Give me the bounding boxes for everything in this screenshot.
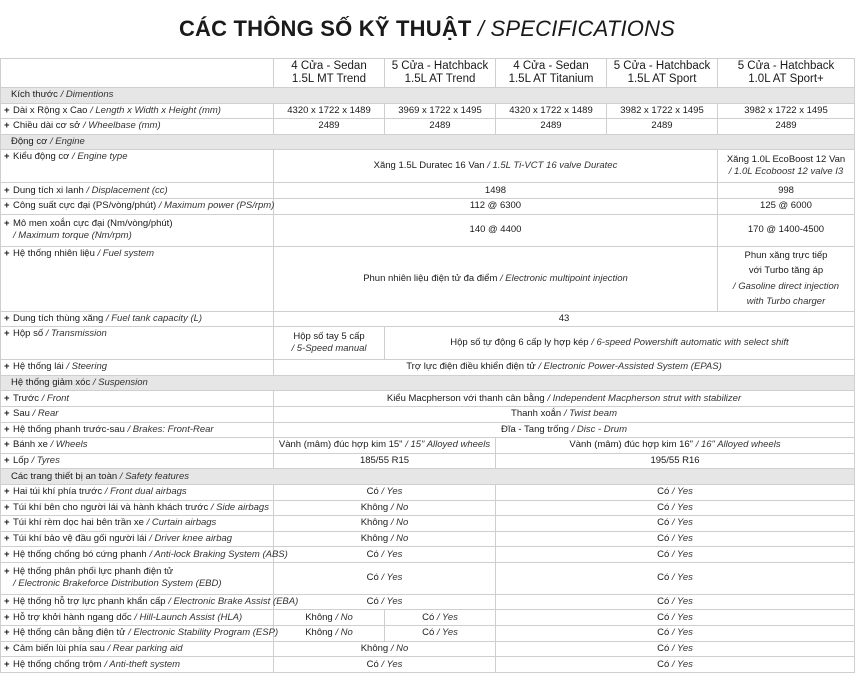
- page-title: CÁC THÔNG SỐ KỸ THUẬT / SPECIFICATIONS: [178, 16, 676, 41]
- row-hla: + Hỗ trợ khởi hành ngang dốc / Hill-Launch Assist (HLA) Không / No Có / Yes Có / Yes: [1, 610, 855, 626]
- row-wheelbase: + Chiều dài cơ sở / Wheelbase (mm) 2489 2489 2489 2489 2489: [1, 119, 855, 135]
- column-header: 4 Cửa - Sedan 1.5L AT Titanium: [496, 59, 607, 88]
- spec-table: [0, 58, 855, 673]
- row-fuel-system: + Hệ thống nhiên liệu / Fuel system Phun nhiên liệu điện tử đa điểm / Electronic multipoint injection Phun xăng trực tiếp với Turbo tăng áp / Gasoline direct injection with Turbo charger: [1, 246, 855, 311]
- row-power: + Công suất cực đại (PS/vòng/phút) / Maximum power (PS/rpm) 112 @ 6300 125 @ 6000: [1, 198, 855, 214]
- row-size: + Dài x Rộng x Cao / Length x Width x Height (mm) 4320 x 1722 x 1489 3969 x 1722 x 1495 4320 x 1722 x 1489 3982 x 1722 x 1495 3982 x 1722 x 1495: [1, 103, 855, 119]
- row-esp: + Hệ thống cân bằng điện tử / Electronic Stability Program (ESP) Không / No Có / Yes Có / Yes: [1, 626, 855, 642]
- section-dimensions: Kích thước / Dimentions: [1, 88, 855, 104]
- row-wheels: + Bánh xe / Wheels Vành (mâm) đúc hợp kim 15" / 15" Alloyed wheels Vành (mâm) đúc hợp kim 16" / 16" Alloyed wheels: [1, 438, 855, 454]
- row-anti-theft: + Hệ thống chống trộm / Anti-theft system Có / Yes Có / Yes: [1, 657, 855, 673]
- row-transmission: + Hộp số / Transmission Hộp số tay 5 cấp / 5-Speed manual Hộp số tự động 6 cấp ly hợp kép / 6-speed Powershift automatic with select shift: [1, 327, 855, 360]
- row-engine-type: + Kiểu động cơ / Engine type Xăng 1.5L Duratec 16 Van / 1.5L Ti-VCT 16 valve Duratec Xăng 1.0L EcoBoost 12 Van / 1.0L Ecoboost 12 valve I3: [1, 150, 855, 183]
- section-engine: Động cơ / Engine: [1, 134, 855, 150]
- row-parking-aid: + Cảm biến lùi phía sau / Rear parking aid Không / No Có / Yes: [1, 641, 855, 657]
- header-blank: [1, 59, 274, 88]
- row-front-airbags: + Hai túi khí phía trước / Front dual airbags Có / Yes Có / Yes: [1, 484, 855, 500]
- row-side-airbags: + Túi khí bên cho người lái và hành khách trước / Side airbags Không / No Có / Yes: [1, 500, 855, 516]
- row-knee-airbag: + Túi khí bảo vệ đầu gối người lái / Driver knee airbag Không / No Có / Yes: [1, 531, 855, 547]
- row-fuel-tank: + Dung tích thùng xăng / Fuel tank capacity (L) 43: [1, 311, 855, 327]
- row-curtain-airbags: + Túi khí rèm dọc hai bên trần xe / Curtain airbags Không / No Có / Yes: [1, 516, 855, 532]
- section-safety: Các trang thiết bị an toàn / Safety features: [1, 469, 855, 485]
- row-front-suspension: + Trước / Front Kiểu Macpherson với thanh cân bằng / Independent Macpherson strut with stabilizer: [1, 391, 855, 407]
- column-header: 4 Cửa - Sedan 1.5L MT Trend: [274, 59, 385, 88]
- row-steering: + Hệ thống lái / Steering Trợ lực điện điều khiển điện tử / Electronic Power-Assisted System (EPAS): [1, 360, 855, 376]
- column-header: 5 Cửa - Hatchback 1.5L AT Sport: [607, 59, 718, 88]
- row-torque: + Mô men xoắn cực đại (Nm/vòng/phút) / Maximum torque (Nm/rpm) 140 @ 4400 170 @ 1400-4500: [1, 214, 855, 246]
- row-eba: + Hệ thống hỗ trợ lực phanh khẩn cấp / Electronic Brake Assist (EBA) Có / Yes Có / Yes: [1, 594, 855, 610]
- column-header: 5 Cửa - Hatchback 1.0L AT Sport+: [718, 59, 855, 88]
- header-row: [1, 59, 855, 88]
- row-brakes: + Hệ thống phanh trước-sau / Brakes: Front-Rear Đĩa - Tang trống / Disc - Drum: [1, 422, 855, 438]
- column-header: 5 Cửa - Hatchback 1.5L AT Trend: [385, 59, 496, 88]
- row-tyres: + Lốp / Tyres 185/55 R15 195/55 R16: [1, 453, 855, 469]
- row-displacement: + Dung tích xi lanh / Displacement (cc) 1498 998: [1, 183, 855, 199]
- section-suspension: Hệ thống giảm xóc / Suspension: [1, 375, 855, 391]
- row-abs: + Hệ thống chống bó cứng phanh / Anti-lock Braking System (ABS) Có / Yes Có / Yes: [1, 547, 855, 563]
- row-ebd: + Hệ thống phân phối lực phanh điện tử / Electronic Brakeforce Distribution System (EBD) Có / Yes Có / Yes: [1, 562, 855, 594]
- row-rear-suspension: + Sau / Rear Thanh xoắn / Twist beam: [1, 406, 855, 422]
